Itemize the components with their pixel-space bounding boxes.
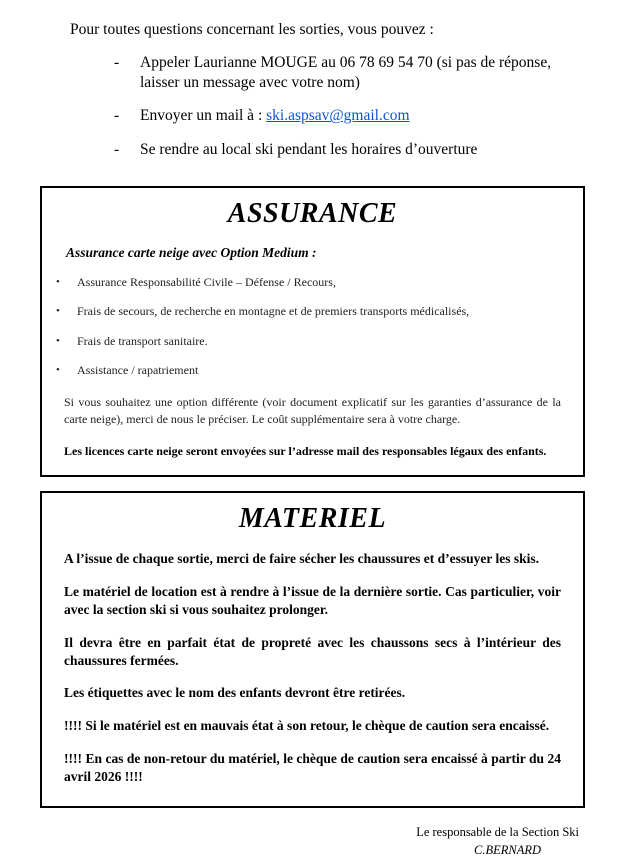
materiel-paragraph: Le matériel de location est à rendre à l’issue de la dernière sortie. Cas particulier, voir avec la section ski si vous souhaitez prolonger. — [64, 584, 561, 617]
assurance-bullet-item — [56, 274, 561, 291]
materiel-title: MATERIEL — [238, 503, 387, 535]
intro-item-text: Appeler Laurianne MOUGE au 06 78 69 54 70 (si pas de réponse, laisser un message avec votre nom) — [140, 54, 552, 92]
assurance-bullet-item — [56, 333, 561, 350]
intro-list-item-phone — [70, 53, 567, 93]
dash-marker: - — [114, 107, 120, 125]
bullet-marker: • — [56, 364, 60, 377]
intro-item-text — [140, 106, 567, 126]
assurance-bullet-text: Frais de transport sanitaire. — [77, 333, 208, 348]
assurance-bullet-text: Assistance / rapatriement — [77, 363, 199, 378]
intro-list-item-email — [70, 106, 567, 126]
assurance-bullet-text: Assurance Responsabilité Civile – Défense / Recours, — [77, 274, 336, 289]
materiel-paragraph: Il devra être en parfait état de propreté avec les chaussons secs à l’intérieur des chaussures fermées. — [64, 634, 561, 668]
assurance-bullet-item — [56, 363, 561, 379]
assurance-subtitle: Assurance carte neige avec Option Medium : — [66, 244, 317, 260]
materiel-paragraph: !!!! En cas de non-retour du matériel, le chèque de caution sera encaissé à partir du 24 avril 2026 !!!! — [64, 751, 561, 784]
intro-section — [70, 20, 567, 160]
bullet-marker: • — [56, 305, 60, 318]
assurance-title: ASSURANCE — [227, 197, 398, 229]
materiel-paragraph: !!!! Si le matériel est en mauvais état à son retour, le chèque de caution sera encaissé. — [64, 718, 550, 734]
materiel-paragraph: A l’issue de chaque sortie, merci de faire sécher les chaussures et d’essuyer les skis. — [64, 551, 539, 567]
assurance-note: Si vous souhaitez une option différente (voir document explicatif sur les garanties d’assurance de la carte neige), merci de nous le préciser. Le coût supplémentaire sera à votre charge. — [64, 395, 561, 426]
assurance-bullet-text: Frais de secours, de recherche en montagne et de premiers transports médicalisés, — [77, 304, 470, 319]
bullet-marker: • — [56, 275, 60, 288]
bullet-marker: • — [56, 334, 60, 347]
materiel-paragraph: Les étiquettes avec le nom des enfants devront être retirées. — [64, 685, 406, 701]
assurance-bold-note: Les licences carte neige seront envoyées sur l’adresse mail des responsables légaux des enfants. — [64, 444, 547, 459]
dash-marker: - — [114, 54, 120, 72]
intro-list-item-local — [70, 140, 567, 160]
signature-name: C.BERNARD — [473, 842, 541, 857]
intro-item-text: Se rendre au local ski pendant les horaires d’ouverture — [140, 140, 478, 158]
assurance-section — [40, 186, 585, 478]
email-label: Envoyer un mail à : — [140, 107, 267, 125]
email-link[interactable]: ski.aspsav@gmail.com — [266, 107, 410, 125]
assurance-bullet-item — [56, 304, 561, 320]
intro-lead: Pour toutes questions concernant les sorties, vous pouvez : — [70, 21, 434, 38]
materiel-section — [40, 491, 585, 807]
dash-marker: - — [114, 140, 120, 158]
signature-role: Le responsable de la Section Ski — [416, 824, 579, 839]
